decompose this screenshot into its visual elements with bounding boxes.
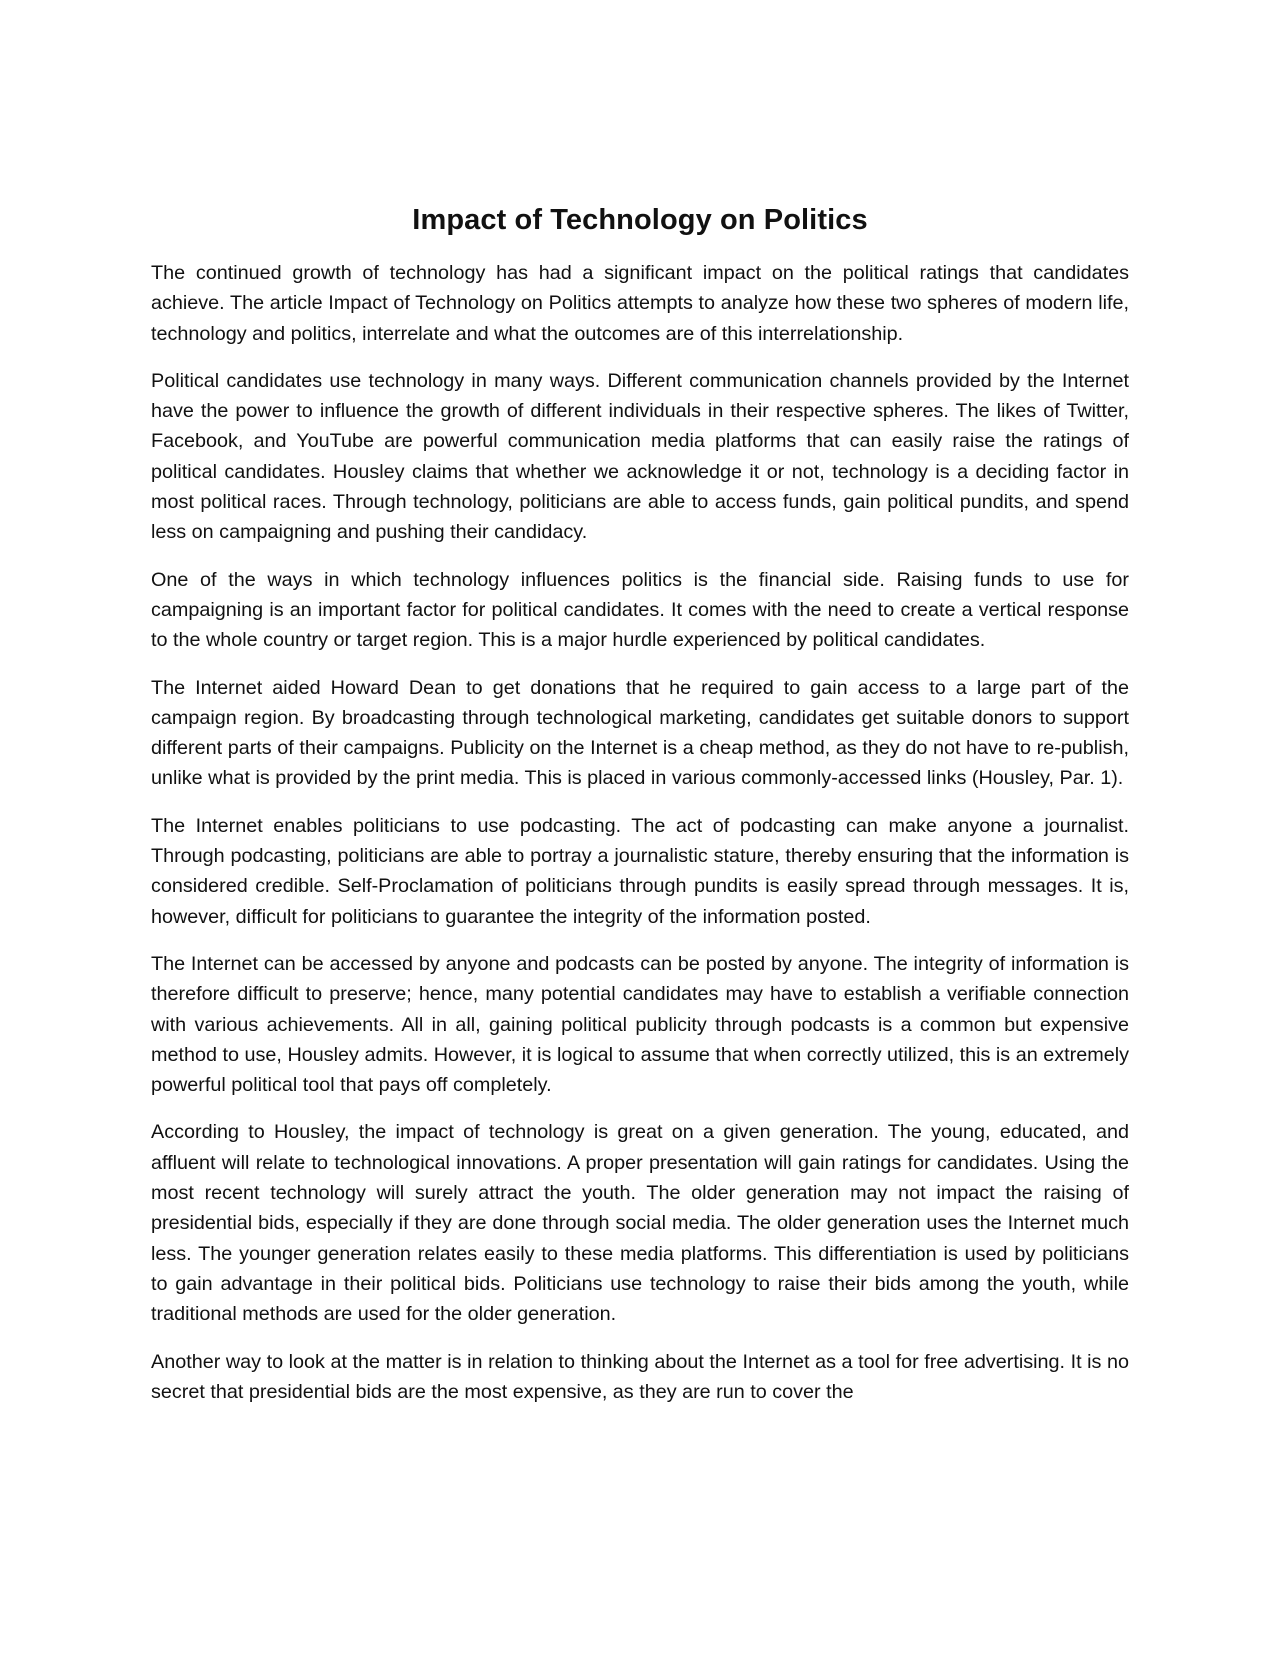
document-body xyxy=(151,196,1129,1424)
paragraph-podcasting: The Internet enables politicians to use podcasting. The act of podcasting can make anyone a journalist. Through podcasting, politicians are able to portray a journalistic stature, thereby ensuring that the information is considered credible. Self-Proclamation of politicians through pundits is easily spread through messages. It is, however, difficult for politicians to guarantee the integrity of the information posted. xyxy=(151,814,1129,928)
document-title: Impact of Technology on Politics xyxy=(412,204,868,236)
paragraph-candidates-use-technology: Political candidates use technology in many ways. Different communication channels provided by the Internet have the power to influence the growth of different individuals in their respective spheres. The likes of Twitter, Facebook, and YouTube are powerful communication media platforms that can easily raise the ratings of political candidates. Housley claims that whether we acknowledge it or not, technology is a deciding factor in most political races. Through technology, politicians are able to access funds, gain political pundits, and spend less on campaigning and pushing their candidacy. xyxy=(151,369,1129,544)
paragraph-howard-dean: The Internet aided Howard Dean to get donations that he required to gain access to a large part of the campaign region. By broadcasting through technological marketing, candidates get suitable donors to support different parts of their campaigns. Publicity on the Internet is a cheap method, as they do not have to re-publish, unlike what is provided by the print media. This is placed in various commonly-accessed links (Housley, Par. 1). xyxy=(151,676,1129,790)
paragraph-generation: According to Housley, the impact of technology is great on a given generation. The young, educated, and affluent will relate to technological innovations. A proper presentation will gain ratings for candidates. Using the most recent technology will surely attract the youth. The older generation may not impact the raising of presidential bids, especially if they are done through social media. The older generation uses the Internet much less. The younger generation relates easily to these media platforms. This differentiation is used by politicians to gain advantage in their political bids. Politicians use technology to raise their bids among the youth, while traditional methods are used for the older generation. xyxy=(151,1121,1129,1326)
paragraph-free-advertising: Another way to look at the matter is in relation to thinking about the Internet as a tool for free advertising. It is no secret that presidential bids are the most expensive, as they are run to cover the xyxy=(151,1350,1129,1403)
paragraph-financial-side: One of the ways in which technology influences politics is the financial side. Raising funds to use for campaigning is an important factor for political candidates. It comes with the need to create a vertical response to the whole country or target region. This is a major hurdle experienced by political candidates. xyxy=(151,568,1129,652)
paragraph-intro: The continued growth of technology has had a significant impact on the political ratings that candidates achieve. The article Impact of Technology on Politics attempts to analyze how these two spheres of modern life, technology and politics, interrelate and what the outcomes are of this interrelationship. xyxy=(151,262,1129,345)
paragraph-integrity: The Internet can be accessed by anyone and podcasts can be posted by anyone. The integrity of information is therefore difficult to preserve; hence, many potential candidates may have to establish a verifiable connection with various achievements. All in all, gaining political publicity through podcasts is a common but expensive method to use, Housley admits. However, it is logical to assume that when correctly utilized, this is an extremely powerful political tool that pays off completely. xyxy=(151,952,1129,1097)
